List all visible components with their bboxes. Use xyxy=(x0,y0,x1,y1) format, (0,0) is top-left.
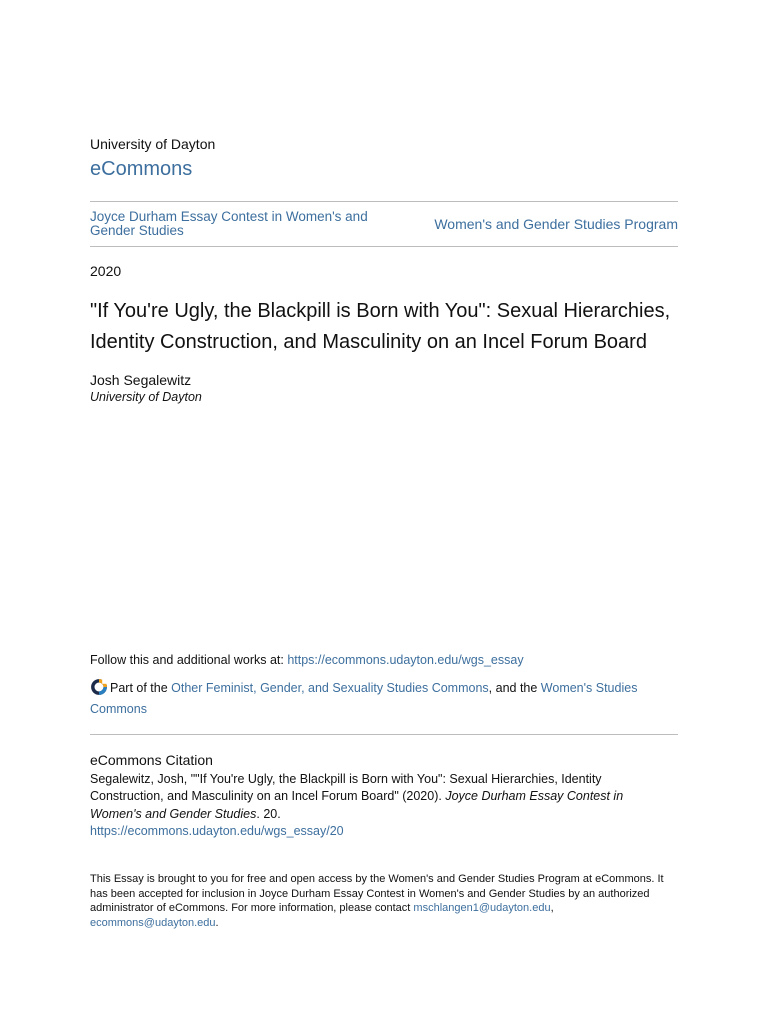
author-affiliation: University of Dayton xyxy=(90,390,202,404)
document-title: "If You're Ugly, the Blackpill is Born with You": Sexual Hierarchies, Identity Construction, and Masculinity on an Incel Forum Board xyxy=(90,300,671,353)
author-name: Josh Segalewitz xyxy=(90,372,192,388)
divider-citation xyxy=(90,734,678,735)
contact-email-link-2[interactable]: ecommons@udayton.edu xyxy=(90,916,216,929)
commons-link-womens-studies[interactable]: Women's Studies Commons xyxy=(90,681,638,716)
notice-text: This Essay is brought to you for free and open access by the Women's and Gender Studies Program at eCommons. It has been accepted for inclusion in Joyce Durham Essay Contest in Women's and Gender Studies by an authorized administrator of eCommons. For more information, please contact xyxy=(90,873,664,914)
repository-link[interactable]: eCommons xyxy=(90,158,193,180)
contact-email-link-1[interactable]: mschlangen1@udayton.edu xyxy=(413,902,551,914)
publication-year: 2020 xyxy=(90,263,122,279)
collection-link-program[interactable]: Women's and Gender Studies Program xyxy=(434,216,678,232)
follow-text: Follow this and additional works at: xyxy=(90,653,288,667)
commons-link-feminist[interactable]: Other Feminist, Gender, and Sexuality Studies Commons xyxy=(171,681,489,695)
part-of-joiner: , and the xyxy=(488,681,541,695)
divider-top xyxy=(90,201,678,202)
collection-row xyxy=(90,209,678,239)
citation-body xyxy=(90,771,678,840)
citation-text: Segalewitz, Josh, ""If You're Ugly, the Blackpill is Born with You": Sexual Hierarchies, Identity Construction, and Masculinity on an Incel Forum Board" (2020). xyxy=(90,772,602,804)
collection-link-essay-contest[interactable]: Joyce Durham Essay Contest in Women's and Gender Studies xyxy=(90,209,368,238)
citation-series: Joyce Durham Essay Contest in Women's and Gender Studies xyxy=(90,789,624,821)
notice-separator: , xyxy=(550,902,554,914)
divider-bottom xyxy=(90,246,678,247)
access-notice xyxy=(90,872,678,930)
citation-url-link[interactable]: https://ecommons.udayton.edu/wgs_essay/20 xyxy=(90,823,344,838)
citation-heading: eCommons Citation xyxy=(90,752,213,768)
institution-name: University of Dayton xyxy=(90,136,216,152)
collection-url-link[interactable]: https://ecommons.udayton.edu/wgs_essay xyxy=(287,653,524,667)
follow-line xyxy=(90,653,524,667)
citation-number: . 20. xyxy=(256,806,281,821)
notice-end: . xyxy=(215,916,219,929)
part-of-prefix: Part of the xyxy=(110,681,172,695)
part-of-line xyxy=(90,678,678,720)
bepress-commons-icon xyxy=(90,678,108,696)
